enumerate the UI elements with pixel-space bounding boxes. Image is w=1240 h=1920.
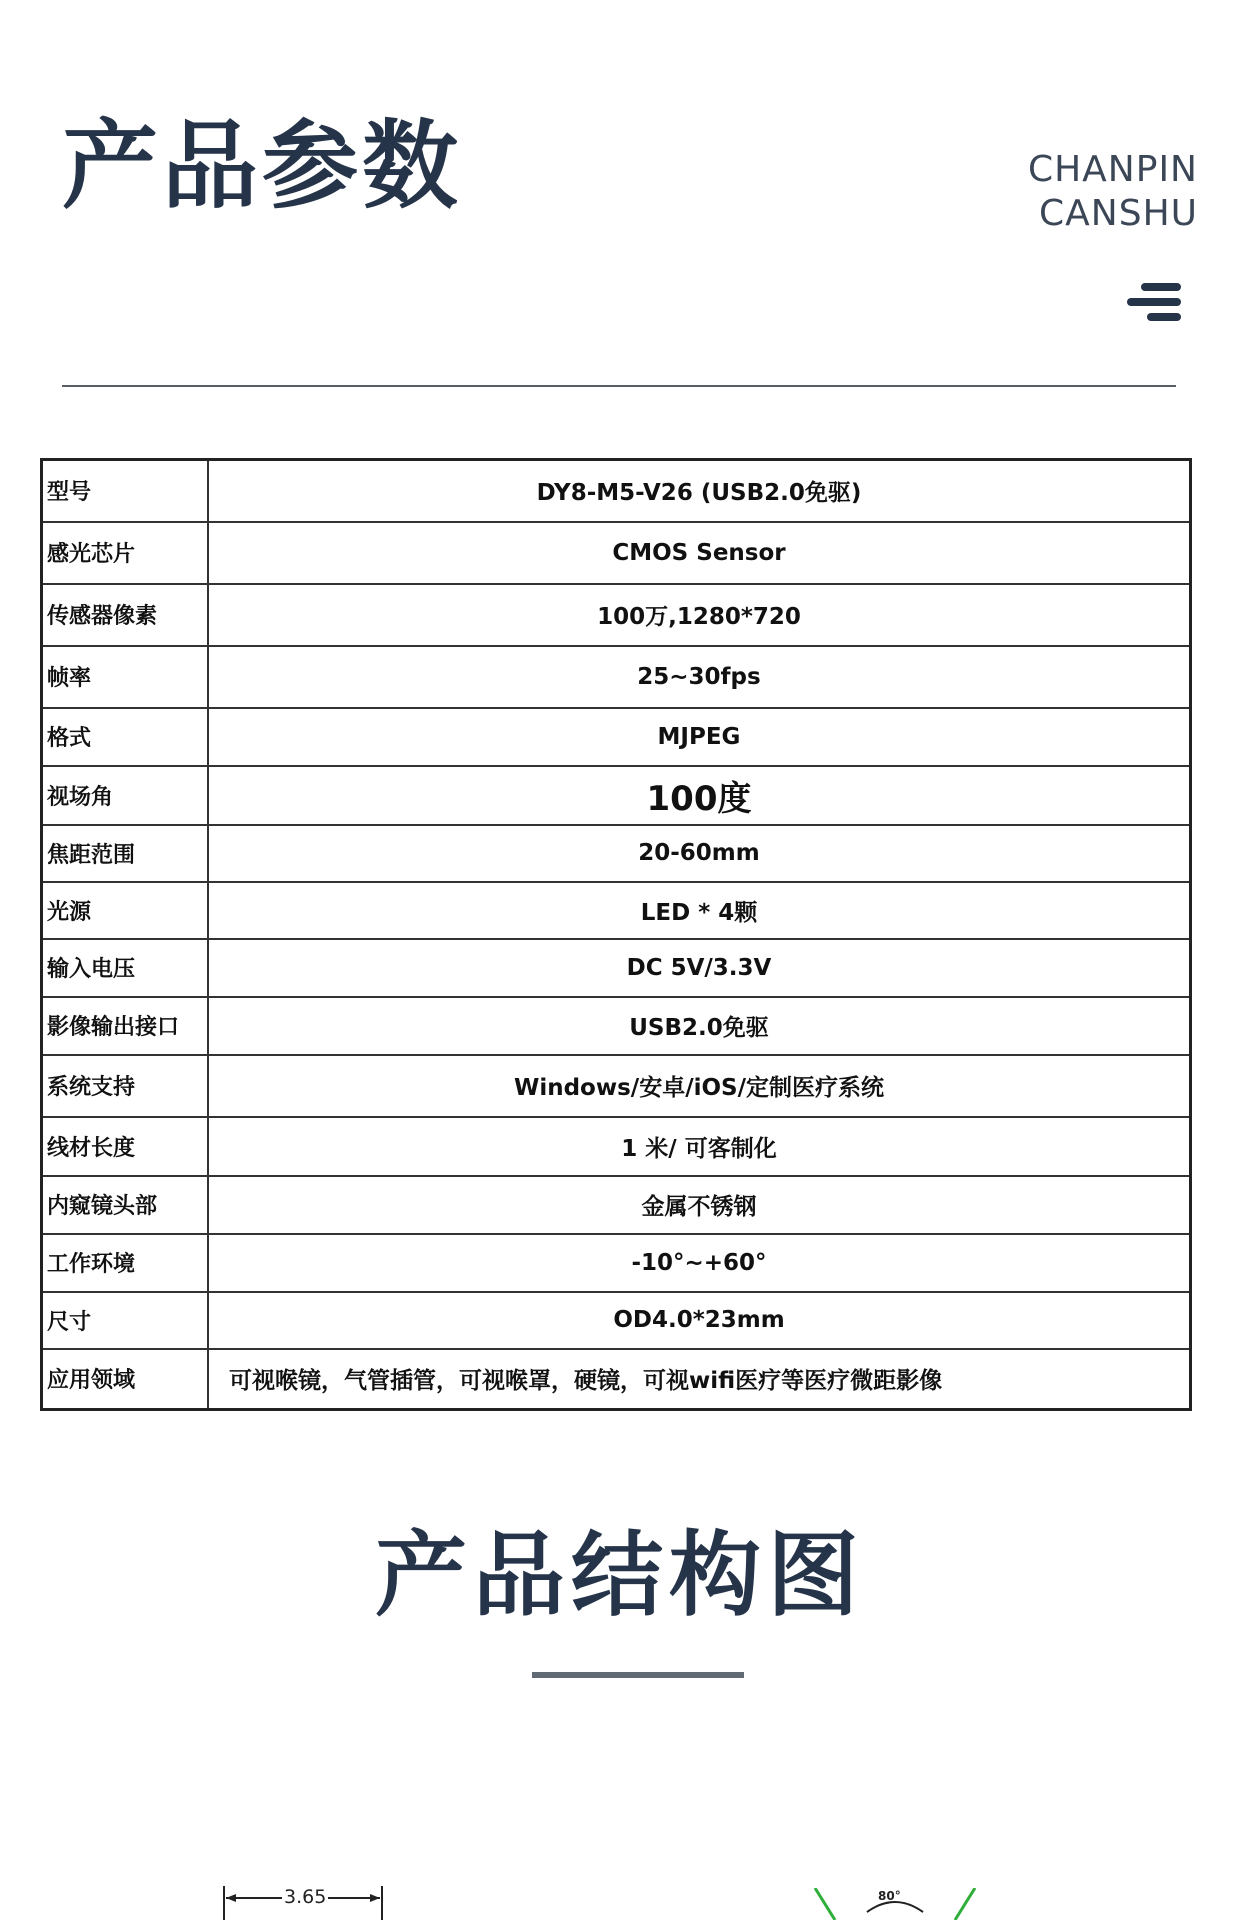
table-row [42,825,1191,882]
spec-value: LED * 4颗 [208,882,1191,939]
spec-label: 型号 [42,460,209,522]
spec-value: USB2.0免驱 [208,997,1191,1055]
english-title [1028,148,1198,236]
spec-label: 输入电压 [42,939,209,997]
table-row [42,1349,1191,1410]
spec-value: Windows/安卓/iOS/定制医疗系统 [208,1055,1191,1117]
header-divider [62,385,1176,387]
table-row [42,766,1191,825]
spec-value: MJPEG [208,708,1191,766]
spec-value: 可视喉镜，气管插管，可视喉罩，硬镜，可视wifi医疗等医疗微距影像 [208,1349,1191,1410]
spec-label: 内窥镜头部 [42,1176,209,1234]
spec-label: 帧率 [42,646,209,708]
table-row [42,939,1191,997]
spec-label: 应用领域 [42,1349,209,1410]
table-row [42,460,1191,522]
table-row [42,882,1191,939]
section-title: 产品结构图 [374,1522,865,1629]
menu-lines-icon[interactable] [1127,283,1183,321]
english-title-line2: CANSHU [1039,193,1198,234]
spec-table [40,458,1192,1411]
table-row [42,1176,1191,1234]
spec-label: 视场角 [42,766,209,825]
spec-label: 影像输出接口 [42,997,209,1055]
spec-label: 线材长度 [42,1117,209,1176]
table-row [42,1055,1191,1117]
table-row [42,1117,1191,1176]
angle-label: 80° [878,1889,901,1903]
spec-label: 光源 [42,882,209,939]
table-row [42,708,1191,766]
table-row [42,646,1191,708]
spec-value: 100万,1280*720 [208,584,1191,646]
table-row [42,1234,1191,1292]
spec-value: 20-60mm [208,825,1191,882]
page-title: 产品参数 [62,110,462,222]
spec-value: DC 5V/3.3V [208,939,1191,997]
spec-label: 格式 [42,708,209,766]
spec-value: 金属不锈钢 [208,1176,1191,1234]
dimension-label: 3.65 [284,1886,327,1908]
spec-value: DY8-M5-V26 (USB2.0免驱) [208,460,1191,522]
spec-label: 系统支持 [42,1055,209,1117]
spec-value: 1 米/ 可客制化 [208,1117,1191,1176]
spec-label: 工作环境 [42,1234,209,1292]
table-row [42,1292,1191,1349]
section-divider [532,1672,744,1678]
spec-label: 尺寸 [42,1292,209,1349]
spec-value: CMOS Sensor [208,522,1191,584]
spec-value: -10°~+60° [208,1234,1191,1292]
spec-value: 100度 [208,766,1191,825]
spec-label: 传感器像素 [42,584,209,646]
spec-label: 焦距范围 [42,825,209,882]
spec-value: OD4.0*23mm [208,1292,1191,1349]
table-row [42,584,1191,646]
english-title-line1: CHANPIN [1027,149,1198,190]
spec-label: 感光芯片 [42,522,209,584]
table-row [42,997,1191,1055]
table-row [42,522,1191,584]
spec-value: 25~30fps [208,646,1191,708]
